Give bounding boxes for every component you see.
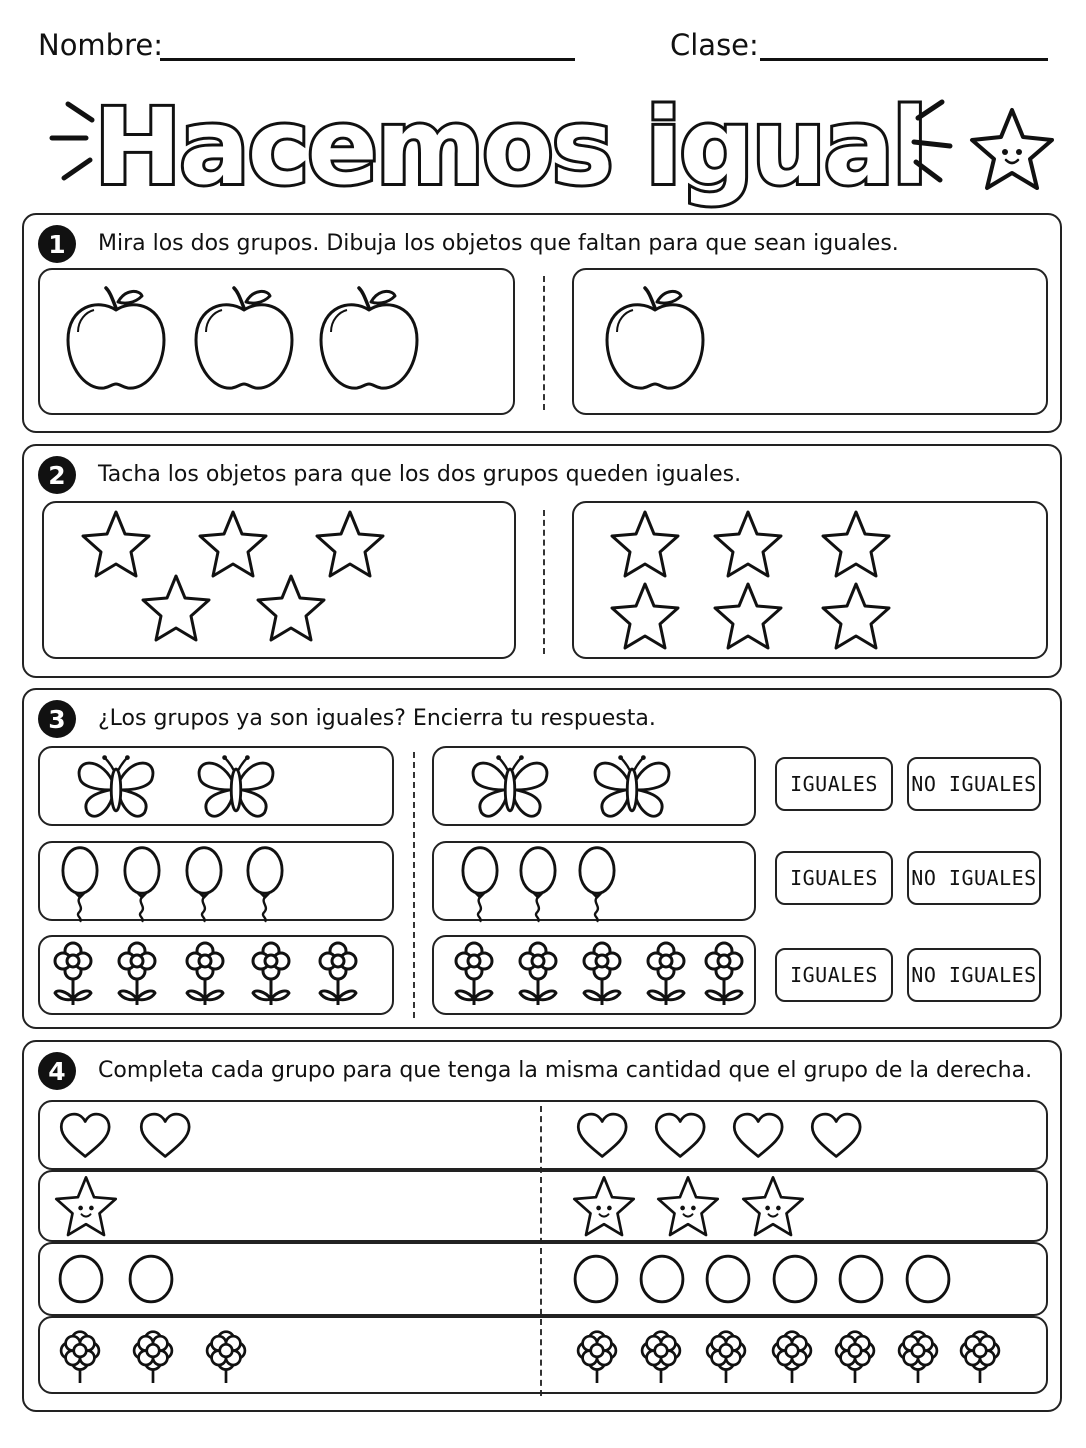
section-instruction: ¿Los grupos ya son iguales? Encierra tu respuesta. (98, 706, 656, 731)
star-icon (116, 550, 236, 670)
flower-icon (664, 915, 784, 1035)
section-instruction: Mira los dos grupos. Dibuja los objetos que faltan para que sean iguales. (98, 231, 899, 256)
apple-icon (309, 282, 429, 402)
smiley-star-icon (972, 110, 1052, 188)
class-label: Clase: (670, 28, 759, 62)
star-icon (231, 550, 351, 670)
star-icon (688, 558, 808, 678)
option-not-equal-button[interactable]: NO IGUALES (907, 851, 1041, 905)
flower-icon (926, 1302, 1034, 1410)
page-title: Hacemos igual (94, 86, 926, 208)
section-instruction: Completa cada grupo para que tenga la misma cantidad que el grupo de la derecha. (98, 1058, 1033, 1083)
apple-icon (184, 282, 304, 402)
section-number: 1 (38, 225, 76, 263)
section-instruction: Tacha los objetos para que los dos grupos queden iguales. (98, 462, 742, 487)
sparkle-left-icon (52, 104, 92, 178)
option-equal-button[interactable]: IGUALES (775, 757, 893, 811)
option-equal-button[interactable]: IGUALES (775, 851, 893, 905)
flower-icon (278, 915, 398, 1035)
title-banner (0, 0, 1086, 210)
divider (543, 276, 545, 410)
star-icon (585, 558, 705, 678)
flower-icon (172, 1302, 280, 1410)
option-not-equal-button[interactable]: NO IGUALES (907, 948, 1041, 1002)
name-label: Nombre: (38, 28, 163, 62)
option-equal-button[interactable]: IGUALES (775, 948, 893, 1002)
section-number: 3 (38, 700, 76, 738)
apple-icon (56, 282, 176, 402)
section-number: 2 (38, 456, 76, 494)
apple-icon (595, 282, 715, 402)
option-not-equal-button[interactable]: NO IGUALES (907, 757, 1041, 811)
star-icon (796, 558, 916, 678)
section-number: 4 (38, 1052, 76, 1090)
divider (543, 510, 545, 654)
